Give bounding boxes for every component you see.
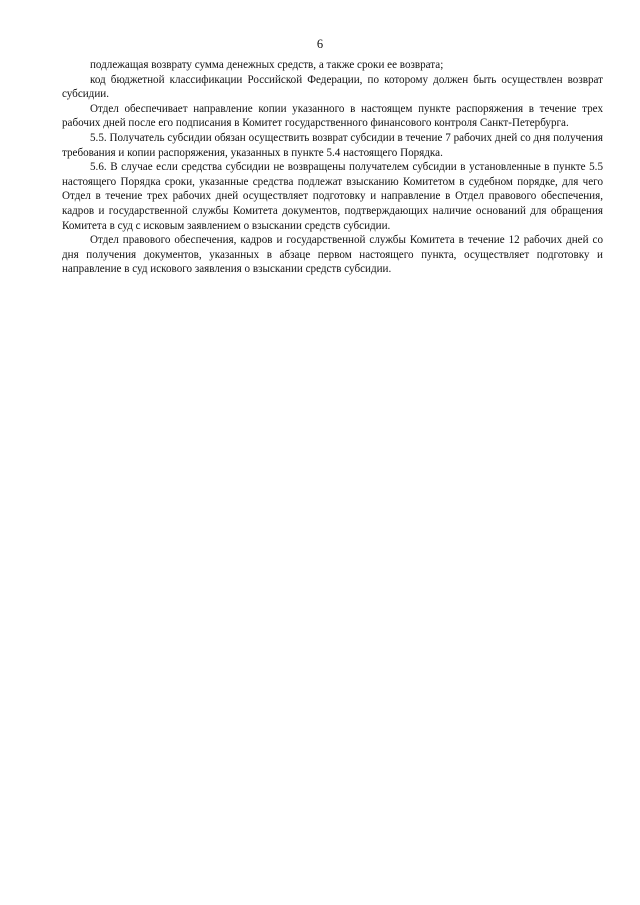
paragraph-budget-code: код бюджетной классификации Российской Федерации, по которому должен быть осуществлен возврат субсидии. bbox=[62, 73, 603, 101]
paragraph-5-5: 5.5. Получатель субсидии обязан осуществить возврат субсидии в течение 7 рабочих дней со дня получения требования и копии распоряжения, указанных в пункте 5.4 настоящего Порядка. bbox=[62, 131, 603, 159]
paragraph-legal-department: Отдел правового обеспечения, кадров и государственной службы Комитета в течение 12 рабочих дней со дня получения документов, указанных в абзаце первом настоящего пункта, осуществляет подготовку и направление в суд искового заявления о взыскании средств субсидии. bbox=[62, 234, 603, 276]
page-number: 6 bbox=[316, 37, 324, 51]
paragraph-5-6: 5.6. В случае если средства субсидии не возвращены получателем субсидии в установленные в пункте 5.5 настоящего Порядка сроки, указанные средства подлежат взысканию Комитетом в судебном порядке, для чего Отдел в течение трех рабочих дней осуществляет подготовку и направление в Отдел правового обеспечения, кадров и государственной службы Комитета документов, подтверждающих наличие оснований для обращения Комитета в суд с исковым заявлением о взыскании средств субсидии. bbox=[62, 161, 603, 232]
paragraph-refund-amount: подлежащая возврату сумма денежных средств, а также сроки ее возврата; bbox=[90, 59, 444, 71]
document-body bbox=[62, 58, 603, 277]
paragraph-order-copy: Отдел обеспечивает направление копии указанного в настоящем пункте распоряжения в течение трех рабочих дней после его подписания в Комитет государственного финансового контроля Санкт-Петербурга. bbox=[62, 102, 603, 130]
